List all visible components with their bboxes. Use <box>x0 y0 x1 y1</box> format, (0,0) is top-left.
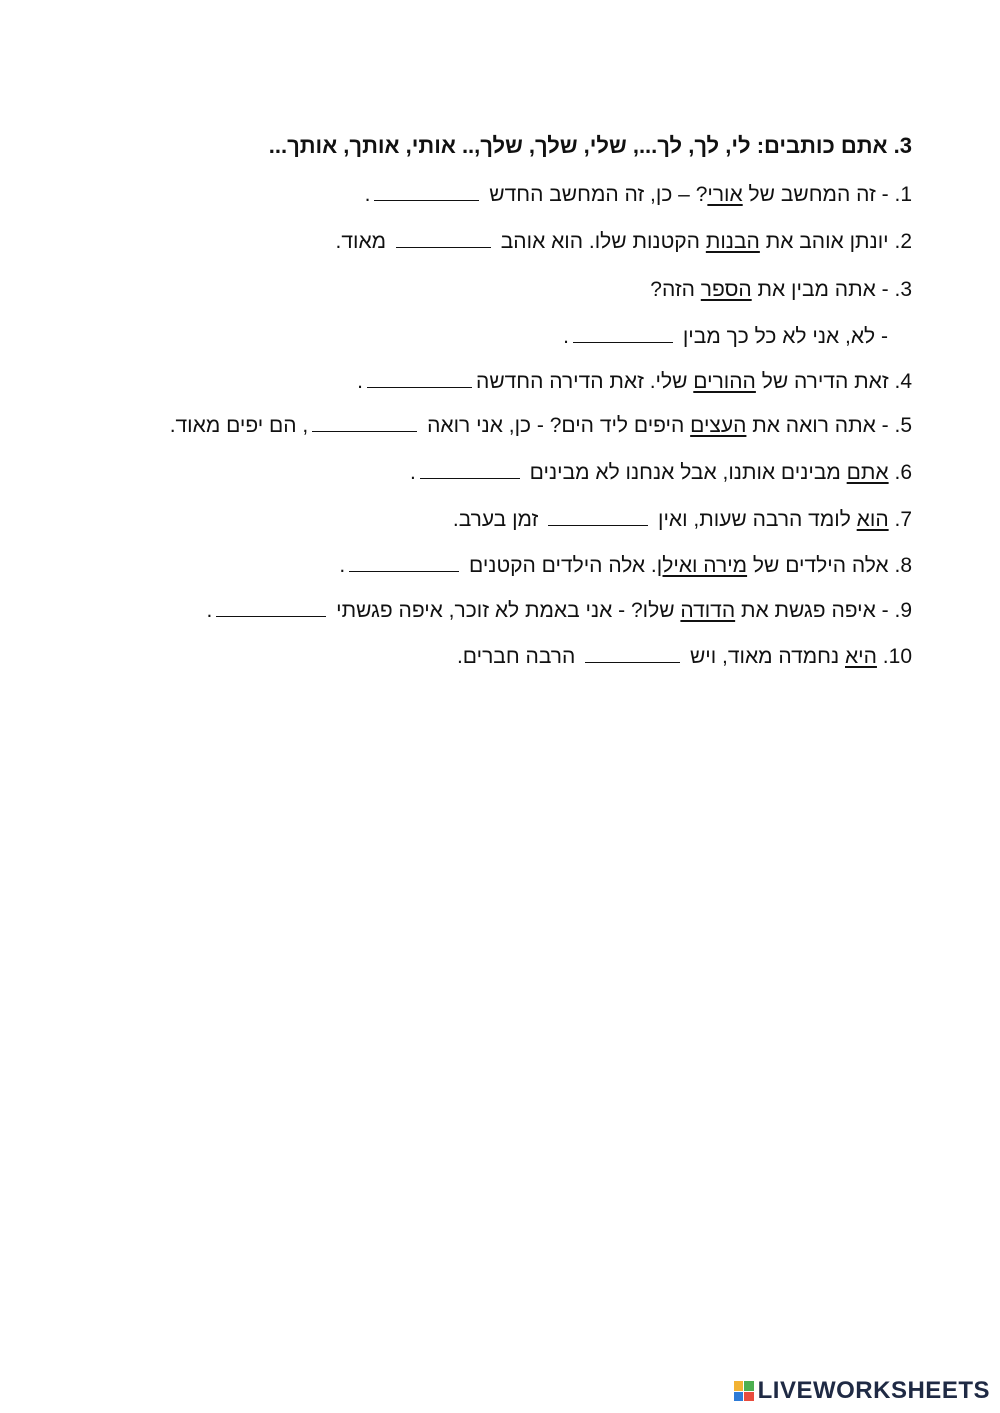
answer-blank[interactable] <box>312 413 417 432</box>
logo-square <box>744 1392 754 1402</box>
question-7 <box>453 505 912 535</box>
answer-blank[interactable] <box>349 553 459 572</box>
question-text: - איפה פגשת את <box>735 599 889 622</box>
question-4 <box>357 367 912 397</box>
question-text: . <box>410 461 416 484</box>
question-10 <box>457 642 912 672</box>
answer-blank[interactable] <box>216 598 326 617</box>
answer-blank[interactable] <box>367 369 472 388</box>
question-text: יונתן אוהב את <box>759 230 889 253</box>
question-text: היפים ליד הים? - כן, אני רואה <box>421 414 691 437</box>
question-3 <box>650 275 912 305</box>
question-text: - זה המחשב של <box>742 183 889 206</box>
question-text: . <box>563 325 570 348</box>
question-5 <box>170 411 912 441</box>
question-number: 1. <box>894 183 912 206</box>
question-2 <box>336 227 912 257</box>
underlined-word: ההורים <box>693 370 756 393</box>
question-text: - אתה מבין את <box>751 278 889 301</box>
question-3-answer <box>563 322 888 352</box>
underlined-word: מירה ואילן <box>656 554 748 577</box>
underlined-word: הבנות <box>705 230 760 253</box>
logo-square <box>734 1381 744 1391</box>
underlined-word: הדודה <box>680 599 736 622</box>
exercise-instructions: אתם כותבים: לי, לך, לך..., שלי, שלך, שלך,.. אותי, אותך, אותך... <box>268 133 888 158</box>
question-text: הזה? <box>650 278 701 301</box>
answer-blank[interactable] <box>420 460 520 479</box>
underlined-word: אורי <box>707 183 743 206</box>
question-text: הקטנות שלו. הוא אוהב <box>494 230 706 253</box>
liveworksheets-logo-icon <box>734 1381 754 1401</box>
question-number: 3. <box>894 278 912 301</box>
question-1 <box>365 180 912 210</box>
question-number: 9. <box>894 599 912 622</box>
question-text: . <box>364 183 371 206</box>
exercise-number: 3. <box>893 133 912 158</box>
liveworksheets-footer[interactable] <box>734 1377 990 1405</box>
question-number: 10. <box>882 645 912 668</box>
question-text: לומד הרבה שעות, ואין <box>652 508 857 531</box>
question-text: . <box>357 370 364 393</box>
question-number: 8. <box>894 554 912 577</box>
question-text: . אלה הילדים הקטנים <box>463 554 657 577</box>
answer-blank[interactable] <box>548 507 648 526</box>
question-text: ? – כן, זה המחשב החדש <box>483 183 708 206</box>
logo-square <box>734 1392 744 1402</box>
question-text: . <box>339 554 346 577</box>
underlined-word: היא <box>845 645 877 668</box>
question-text: שלי. זאת הדירה החדשה <box>476 370 694 393</box>
underlined-word: אתם <box>846 461 889 484</box>
question-text: מבינים אותנו, אבל אנחנו לא מבינים <box>523 461 847 484</box>
liveworksheets-wordmark: LIVEWORKSHEETS <box>757 1377 990 1404</box>
answer-blank[interactable] <box>585 644 680 663</box>
question-9 <box>206 596 912 626</box>
question-8 <box>339 551 912 581</box>
question-text: , הם יפים מאוד. <box>169 414 309 437</box>
question-text: . <box>206 599 213 622</box>
answer-blank[interactable] <box>573 324 673 343</box>
question-text: אלה הילדים של <box>747 554 889 577</box>
question-text: נחמדה מאוד, ויש <box>684 645 845 668</box>
underlined-word: העצים <box>690 414 747 437</box>
exercise-heading <box>269 131 912 161</box>
question-number: 7. <box>894 508 912 531</box>
question-text: זמן בערב. <box>452 508 545 531</box>
question-text: הרבה חברים. <box>456 645 582 668</box>
question-number: 6. <box>894 461 912 484</box>
underlined-word: הספר <box>700 278 752 301</box>
question-text: מאוד. <box>335 230 392 253</box>
question-number: 2. <box>894 230 912 253</box>
question-text: - לא, אני לא כל כך מבין <box>677 325 888 348</box>
logo-square <box>744 1381 754 1391</box>
question-number: 4. <box>894 370 912 393</box>
answer-blank[interactable] <box>396 229 491 248</box>
question-number: 5. <box>894 414 912 437</box>
question-text: - אתה רואה את <box>746 414 889 437</box>
answer-blank[interactable] <box>374 182 479 201</box>
question-text: זאת הדירה של <box>755 370 889 393</box>
question-text: שלו? - אני באמת לא זוכר, איפה פגשתי <box>330 599 681 622</box>
question-6 <box>410 458 912 488</box>
underlined-word: הוא <box>856 508 889 531</box>
